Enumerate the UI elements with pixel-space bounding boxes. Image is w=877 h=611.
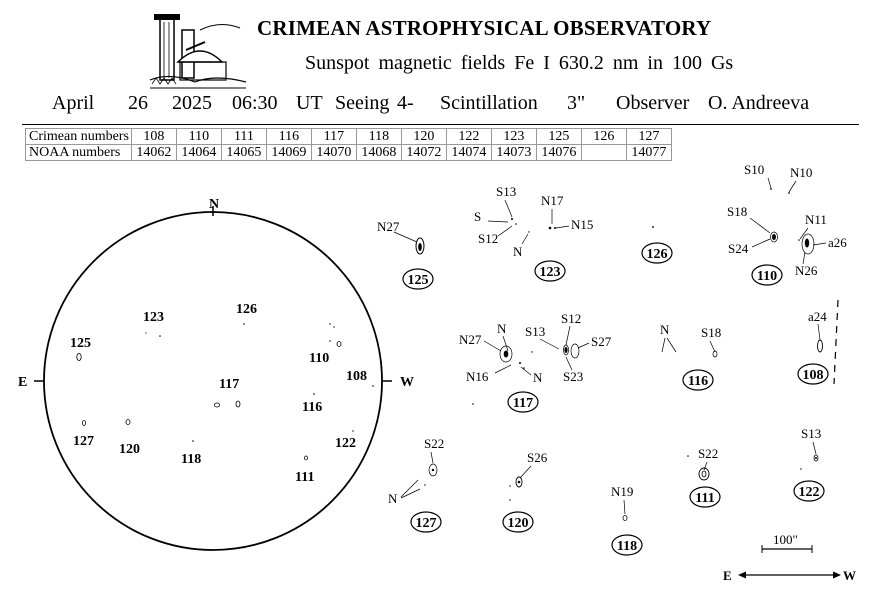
panel-117-label: N27 <box>459 332 482 347</box>
obs-observer-name: O. Andreeva <box>708 92 810 114</box>
panel-108 <box>798 300 838 384</box>
crimean-cell: 116 <box>266 129 311 145</box>
panel-110 <box>727 162 847 285</box>
panel-127 <box>388 436 444 532</box>
disk-region-label: 126 <box>236 302 257 317</box>
panel-108-number: 108 <box>802 368 824 383</box>
noaa-cell: 14069 <box>266 145 311 161</box>
panel-117-label: S12 <box>561 311 582 326</box>
panel-118 <box>611 484 642 555</box>
obs-seeing-label: Seeing <box>335 92 390 114</box>
panel-110-label: S10 <box>744 162 765 177</box>
obs-time: 06:30 <box>232 92 278 114</box>
panel-126 <box>642 226 672 263</box>
panel-118-number: 118 <box>616 539 638 554</box>
noaa-cell: 14072 <box>401 145 446 161</box>
orientation-west: W <box>843 568 856 583</box>
disk-north-label: N <box>209 197 220 212</box>
disk-region-label: 123 <box>143 310 164 325</box>
crimean-cell: 122 <box>446 129 491 145</box>
obs-year: 2025 <box>172 92 212 114</box>
chart-subtitle: Sunspot magnetic fields Fe I 630.2 nm in 100 Gs <box>305 52 734 74</box>
noaa-cell: 14074 <box>446 145 491 161</box>
noaa-cell: 14065 <box>221 145 266 161</box>
noaa-cell: 14077 <box>626 145 671 161</box>
crimean-cell: 127 <box>626 129 671 145</box>
panel-127-label: S22 <box>424 436 445 451</box>
panel-122-number: 122 <box>798 485 820 500</box>
orientation-arrow <box>723 568 856 583</box>
obs-seeing-value: 4- <box>397 92 414 114</box>
panel-118-label: N19 <box>611 484 634 499</box>
panel-116-label: N <box>660 322 670 337</box>
orientation-east: E <box>723 568 732 583</box>
panel-116-label: S18 <box>701 325 722 340</box>
panel-110-label: S24 <box>728 241 749 256</box>
disk-region-label: 118 <box>181 452 202 467</box>
crimean-cell: 108 <box>131 129 176 145</box>
panel-127-label: N <box>388 491 398 506</box>
panel-117-label: N16 <box>466 369 489 384</box>
scale-bar <box>762 532 812 553</box>
crimean-cell: 110 <box>176 129 221 145</box>
crimean-cell: 125 <box>536 129 581 145</box>
panel-125 <box>377 219 433 289</box>
panel-117-label: N <box>533 370 543 385</box>
disk-region-label: 108 <box>346 369 367 384</box>
disk-region-label: 125 <box>70 336 91 351</box>
disk-dots <box>145 323 373 442</box>
panel-111 <box>687 446 720 507</box>
disk-region-label: 127 <box>73 434 94 449</box>
panel-120-number: 120 <box>507 516 529 531</box>
obs-month: April <box>52 92 95 114</box>
panel-123 <box>474 184 593 281</box>
obs-scintillation-value: 3" <box>567 92 586 114</box>
panel-123-label: N15 <box>571 217 594 232</box>
crimean-label: Crimean numbers <box>26 129 132 145</box>
panel-110-label: S18 <box>727 204 748 219</box>
panel-111-number: 111 <box>695 491 715 506</box>
crimean-cell: 111 <box>221 129 266 145</box>
panel-110-label: N11 <box>805 212 827 227</box>
panel-110-label: N10 <box>790 165 813 180</box>
disk-region-label: 117 <box>219 377 240 392</box>
crimean-cell: 118 <box>356 129 401 145</box>
panel-123-number: 123 <box>539 265 561 280</box>
panel-117-label: S23 <box>563 369 584 384</box>
panel-122 <box>794 426 824 501</box>
solar-limb <box>44 212 382 550</box>
disk-region-label: 111 <box>295 470 315 485</box>
panel-110-label: a26 <box>828 235 847 250</box>
obs-scintillation-label: Scintillation <box>440 92 538 114</box>
panel-117-label: N <box>497 321 507 336</box>
obs-observer-label: Observer <box>616 92 690 114</box>
panel-127-number: 127 <box>415 516 437 531</box>
noaa-cell: 14062 <box>131 145 176 161</box>
panel-123-label: S <box>474 209 482 224</box>
disk-region-label: 120 <box>119 442 140 457</box>
noaa-cell: 14068 <box>356 145 401 161</box>
panel-117-number: 117 <box>512 396 534 411</box>
panel-108-label: a24 <box>808 309 827 324</box>
panel-122-label: S13 <box>801 426 822 441</box>
obs-day: 26 <box>128 92 148 114</box>
panel-110-number: 110 <box>756 269 778 284</box>
panel-116 <box>660 322 721 390</box>
solar-disk <box>18 197 414 550</box>
panel-123-label: S12 <box>478 231 499 246</box>
crimean-cell: 117 <box>311 129 356 145</box>
panel-123-label: N <box>513 244 523 259</box>
panel-123-label: N17 <box>541 193 564 208</box>
noaa-cell: 14073 <box>491 145 536 161</box>
obs-ut: UT <box>296 92 323 114</box>
panel-116-number: 116 <box>687 374 709 389</box>
panel-120 <box>503 450 548 532</box>
disk-region-label: 116 <box>302 400 323 415</box>
disk-east-label: E <box>18 375 28 390</box>
noaa-cell: 14064 <box>176 145 221 161</box>
panel-117-label: S27 <box>591 334 612 349</box>
noaa-cell: 14076 <box>536 145 581 161</box>
noaa-cell: 14070 <box>311 145 356 161</box>
panel-125-label: N27 <box>377 219 400 234</box>
scale-bar-label: 100" <box>773 532 798 547</box>
observatory-title: CRIMEAN ASTROPHYSICAL OBSERVATORY <box>257 16 712 40</box>
crimean-cell: 123 <box>491 129 536 145</box>
panel-111-label: S22 <box>698 446 719 461</box>
panel-117 <box>459 311 612 412</box>
crimean-cell: 120 <box>401 129 446 145</box>
disk-west-label: W <box>400 375 414 390</box>
panel-125-number: 125 <box>407 273 429 288</box>
panel-110-label: N26 <box>795 263 818 278</box>
panel-123-label: S13 <box>496 184 517 199</box>
panel-120-label: S26 <box>527 450 548 465</box>
crimean-cell: 126 <box>581 129 626 145</box>
disk-region-label: 110 <box>309 351 330 366</box>
panel-117-label: S13 <box>525 324 546 339</box>
panel-126-number: 126 <box>646 247 668 262</box>
noaa-label: NOAA numbers <box>26 145 132 161</box>
disk-region-label: 122 <box>335 436 356 451</box>
